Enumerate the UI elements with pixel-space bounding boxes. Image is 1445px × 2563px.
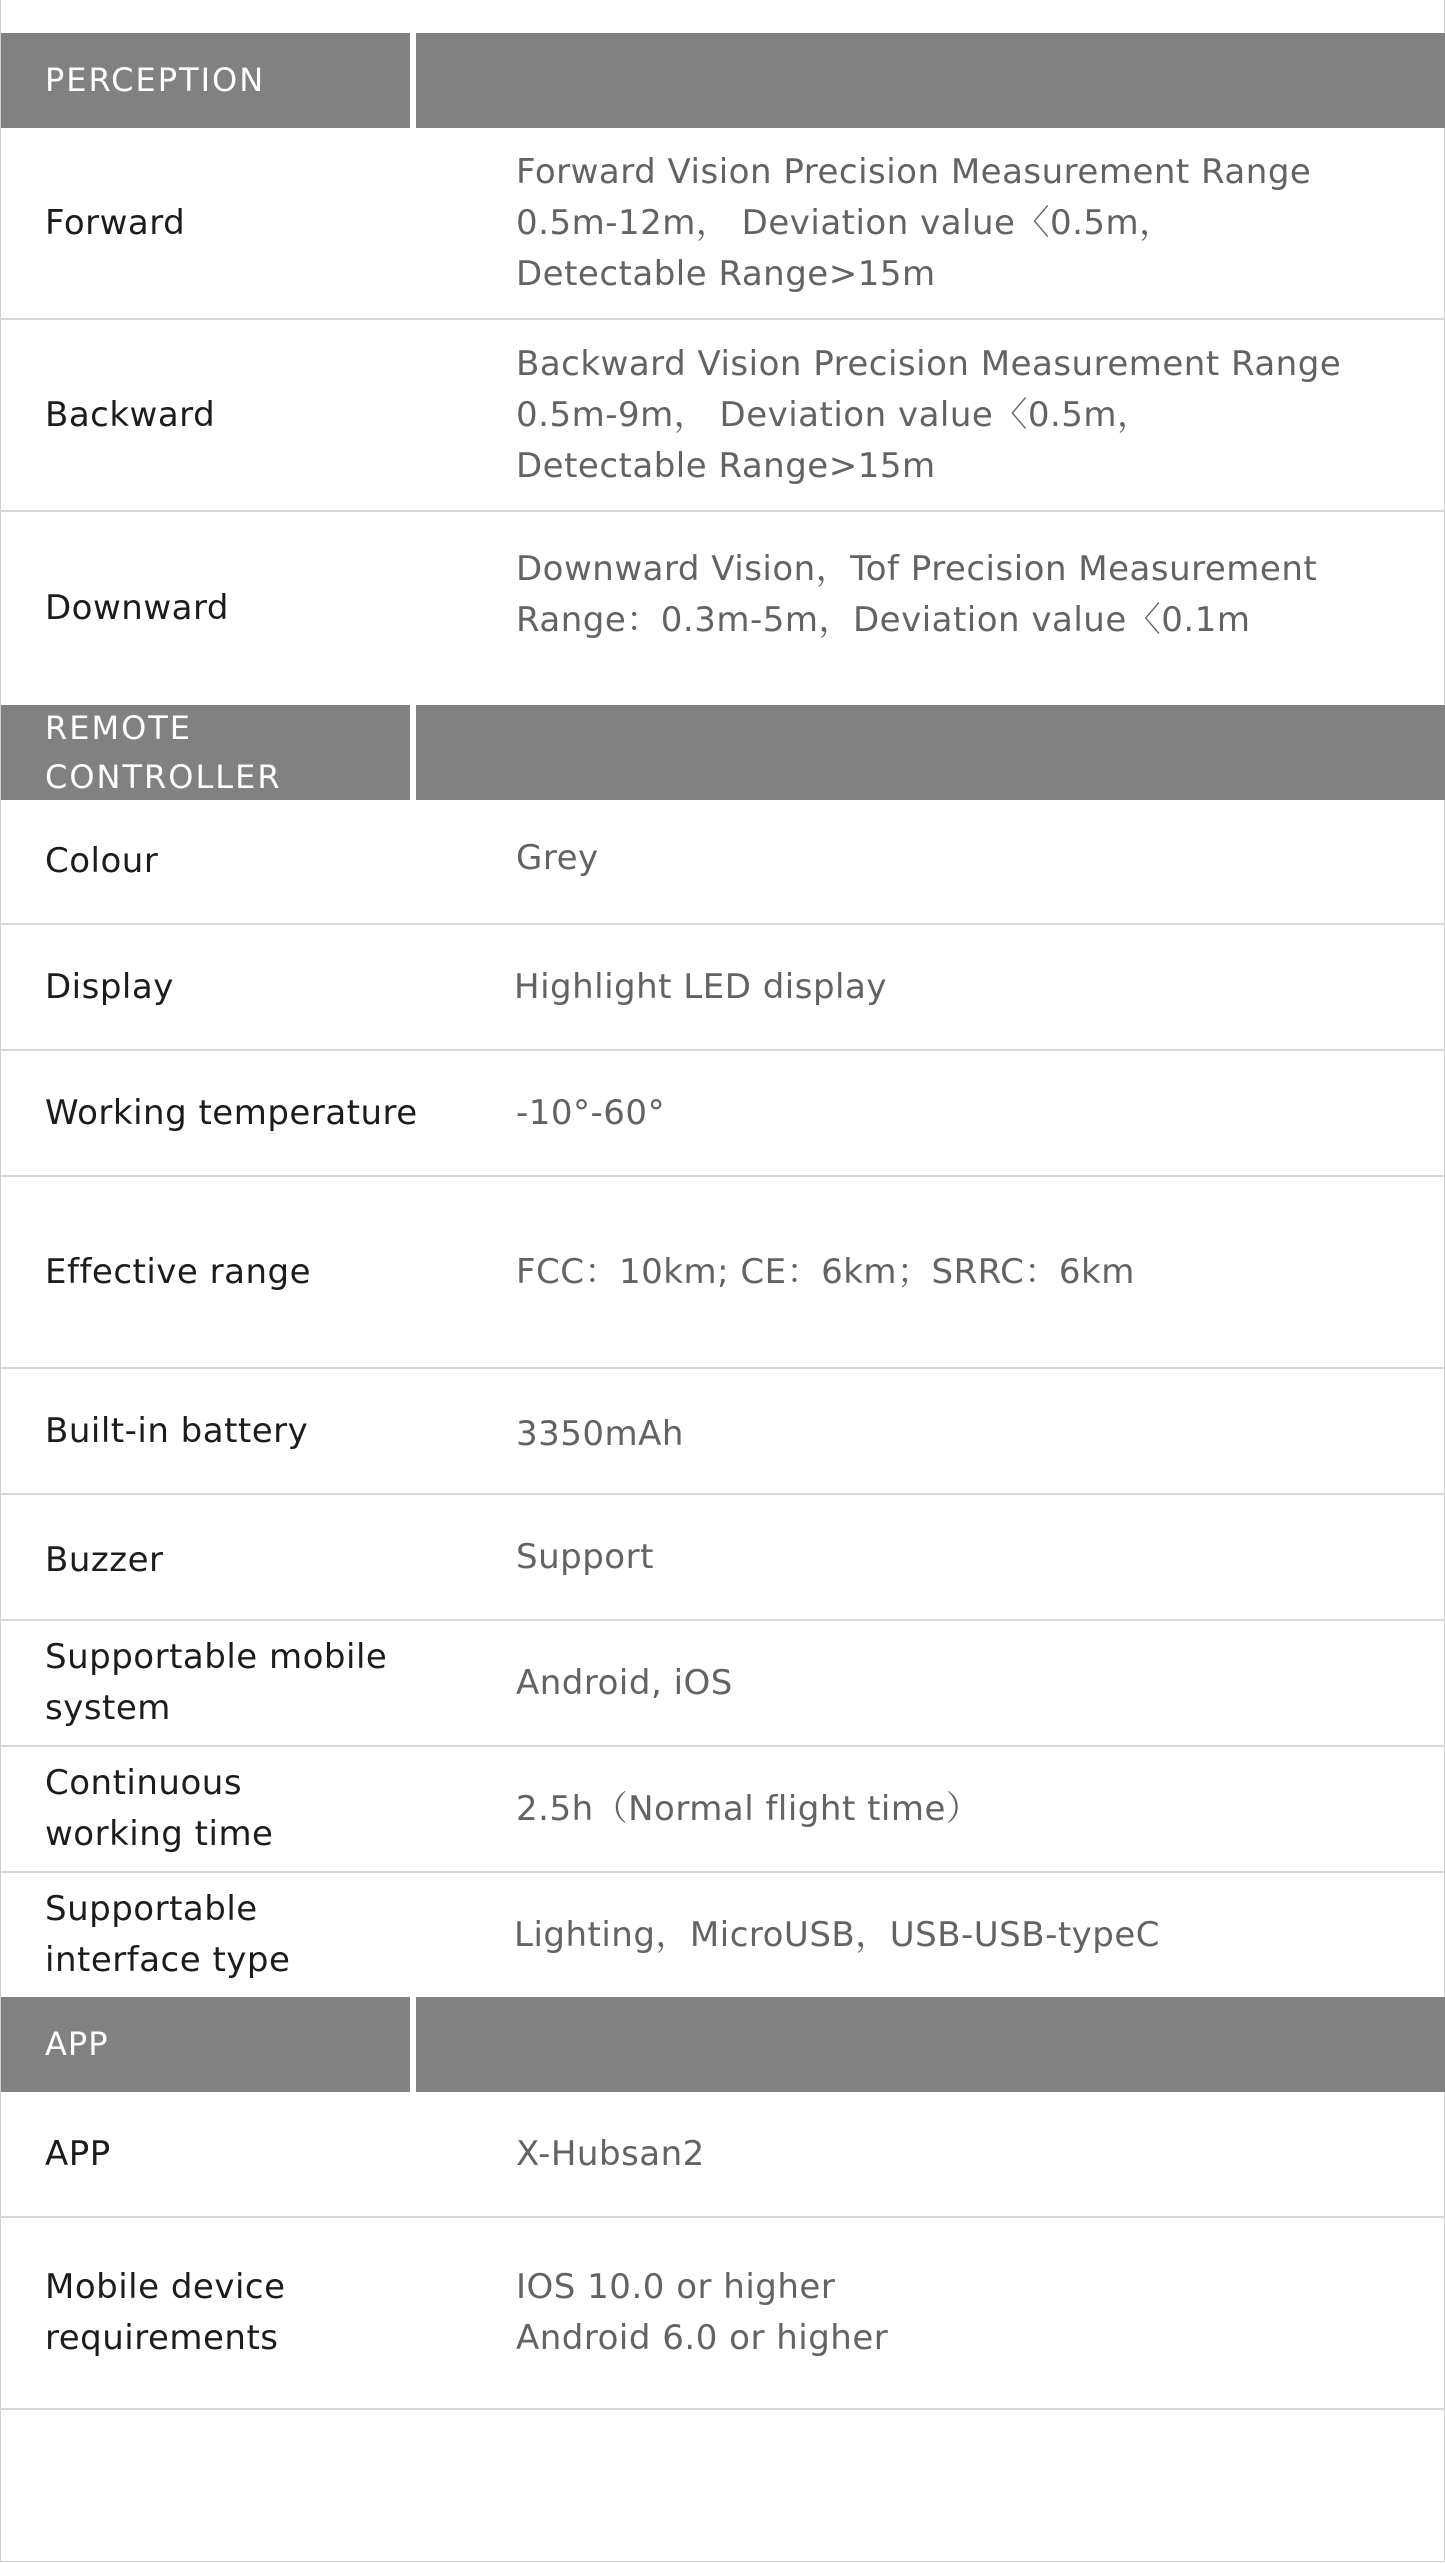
spec-label: Working temperature — [45, 1092, 418, 1133]
spec-row-downward — [1, 512, 1445, 705]
spec-row-buzzer — [1, 1495, 1445, 1621]
spec-value: 3350mAh — [516, 1413, 684, 1454]
spec-value: 2.5h（Normal flight time） — [516, 1788, 981, 1829]
header-divider — [410, 1997, 416, 2092]
spec-label: APP — [45, 2133, 111, 2174]
spec-value: Downward Vision，Tof Precision Measurement Range：0.3m-5m，Deviation value〈0.1m — [516, 548, 1318, 640]
spec-value: Grey — [516, 838, 599, 878]
spec-row-working-temperature — [1, 1051, 1445, 1177]
header-divider — [410, 705, 416, 800]
spec-label: Downward — [45, 588, 229, 628]
spec-label: Supportable mobile system — [45, 1637, 388, 1728]
spec-value: Android, iOS — [516, 1662, 733, 1703]
spec-row-effective-range — [1, 1177, 1445, 1369]
header-divider — [410, 33, 416, 128]
spec-row-mobile-device-requirements — [1, 2218, 1445, 2410]
spec-row-app — [1, 2092, 1445, 2218]
section-header-app — [1, 1997, 1445, 2092]
spec-label: Forward — [45, 202, 186, 243]
spec-value: Highlight LED display — [514, 966, 887, 1007]
spec-value: -10°-60° — [516, 1092, 666, 1133]
spec-label: Continuous working time — [45, 1763, 274, 1854]
spec-row-built-in-battery — [1, 1369, 1445, 1495]
spec-label: Built-in battery — [45, 1410, 309, 1451]
spec-row-colour — [1, 800, 1445, 925]
section-header-remote-controller — [1, 705, 1445, 800]
section-title: PERCEPTION — [45, 61, 266, 99]
spec-value: IOS 10.0 or higher Android 6.0 or higher — [516, 2267, 889, 2358]
spec-value: Support — [516, 1536, 654, 1577]
spec-value: Backward Vision Precision Measurement Range 0.5m-9m， Deviation value〈0.5m， Detectable Range>15m — [516, 343, 1342, 486]
spec-label: Colour — [45, 841, 159, 881]
spec-row-continuous-working-time — [1, 1747, 1445, 1873]
spec-label: Supportable interface type — [45, 1889, 291, 1980]
section-header-perception — [1, 33, 1445, 128]
section-title: APP — [45, 2025, 109, 2063]
spec-label: Backward — [45, 394, 216, 435]
spec-value: Lighting，MicroUSB，USB-USB-typeC — [514, 1914, 1161, 1955]
spec-row-display — [1, 925, 1445, 1051]
spec-row-supportable-interface-type — [1, 1873, 1445, 1997]
spec-value: FCC：10km; CE：6km；SRRC：6km — [516, 1251, 1135, 1292]
spec-value: Forward Vision Precision Measurement Range 0.5m-12m， Deviation value〈0.5m， Detectable Range>15m — [516, 151, 1312, 294]
spec-label: Mobile device requirements — [45, 2267, 286, 2358]
spec-label: Display — [45, 966, 174, 1007]
section-title: REMOTE CONTROLLER — [45, 708, 282, 796]
spec-row-forward — [1, 128, 1445, 320]
spec-row-backward — [1, 320, 1445, 512]
spec-label: Effective range — [45, 1251, 312, 1292]
spec-value: X-Hubsan2 — [516, 2133, 705, 2174]
spec-row-supportable-mobile-system — [1, 1621, 1445, 1747]
spec-label: Buzzer — [45, 1539, 164, 1580]
